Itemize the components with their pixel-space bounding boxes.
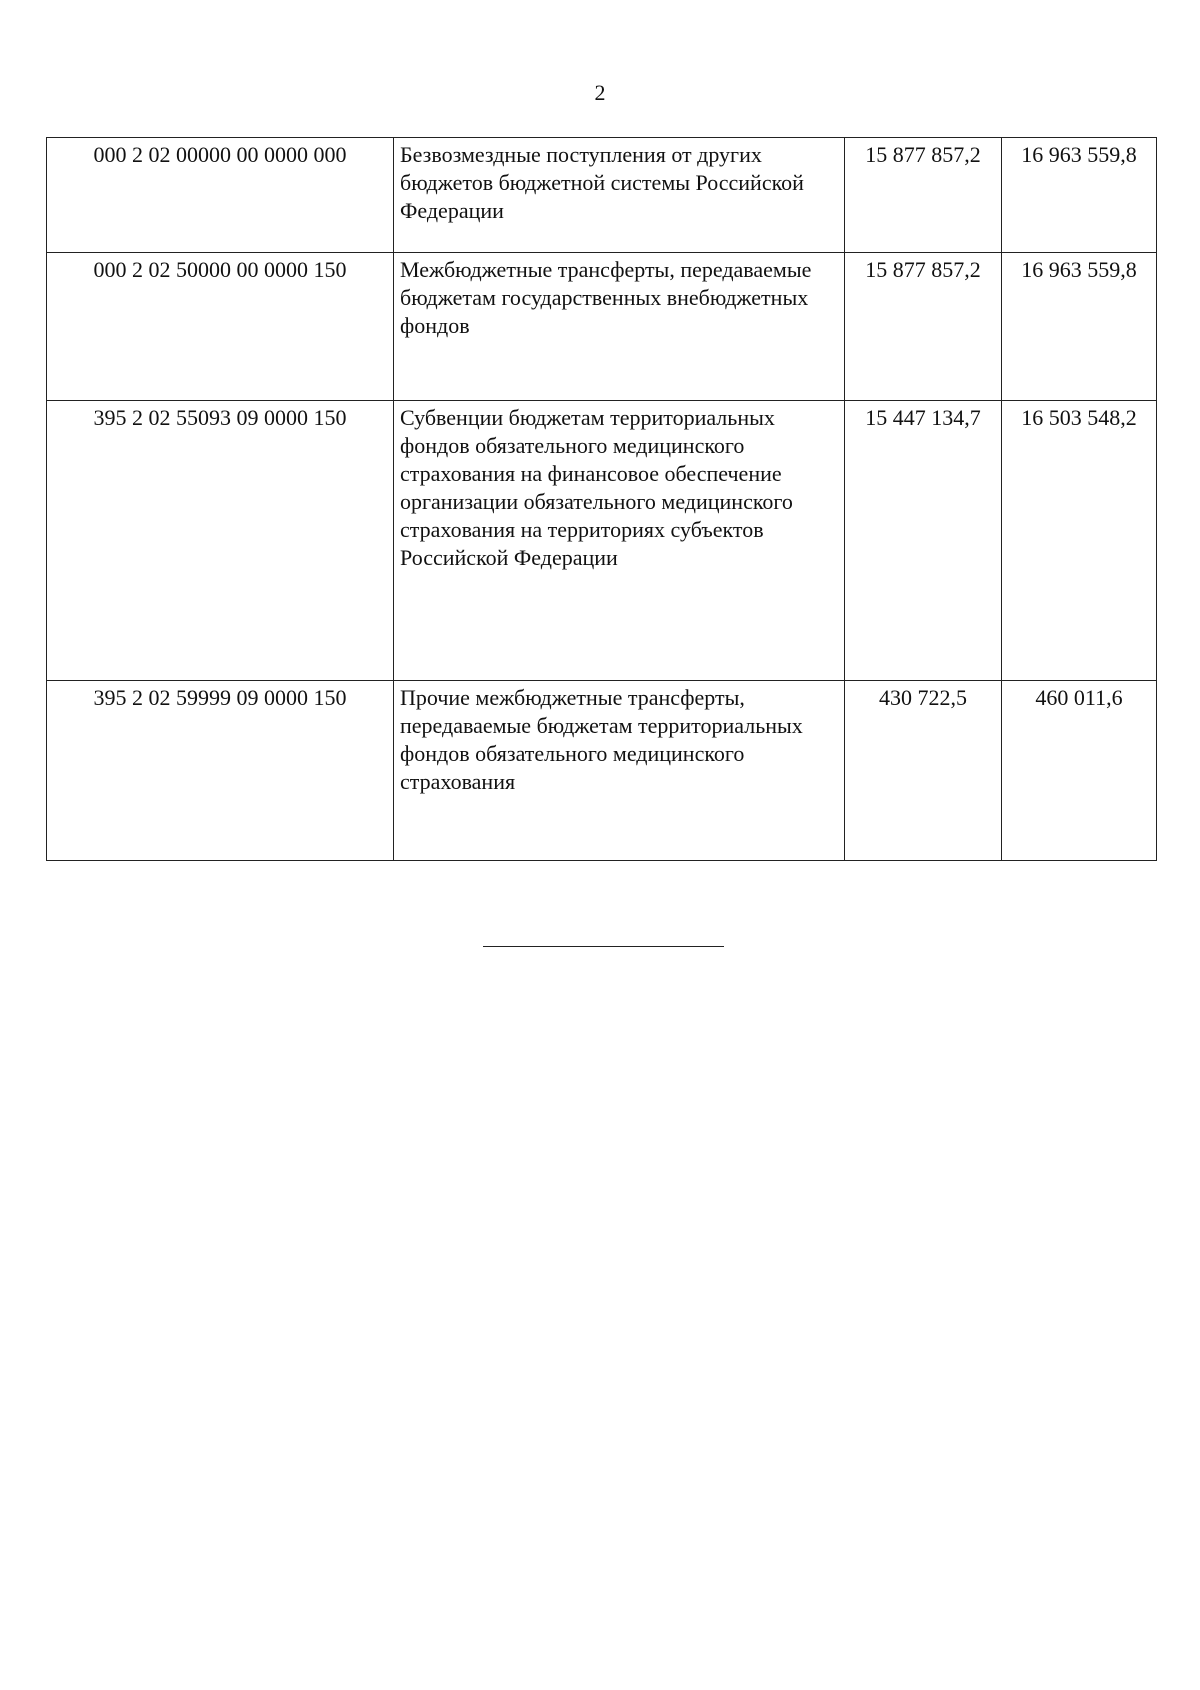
amount-first-year: 15 877 857,2 <box>845 253 1002 401</box>
amount-first-year: 15 447 134,7 <box>845 401 1002 681</box>
revenue-name: Межбюджетные трансферты, передаваемые бюджетам государственных внебюджетных фондов <box>394 253 845 401</box>
revenue-name: Субвенции бюджетам территориальных фондов обязательного медицинского страхования на финансовое обеспечение организации обязательного медицинского страхования на территориях субъектов Российской Федерации <box>394 401 845 681</box>
table-row <box>47 681 1157 861</box>
budget-classification-code: 000 2 02 50000 00 0000 150 <box>47 253 394 401</box>
budget-classification-code: 395 2 02 59999 09 0000 150 <box>47 681 394 861</box>
page-number: 2 <box>594 80 606 105</box>
end-of-document-rule <box>483 946 724 947</box>
revenue-name: Прочие межбюджетные трансферты, передаваемые бюджетам территориальных фондов обязательного медицинского страхования <box>394 681 845 861</box>
budget-table <box>46 137 1157 861</box>
amount-second-year: 460 011,6 <box>1002 681 1157 861</box>
table-row <box>47 138 1157 253</box>
amount-first-year: 15 877 857,2 <box>845 138 1002 253</box>
amount-second-year: 16 963 559,8 <box>1002 253 1157 401</box>
table-row <box>47 401 1157 681</box>
table-row <box>47 253 1157 401</box>
amount-first-year: 430 722,5 <box>845 681 1002 861</box>
amount-second-year: 16 963 559,8 <box>1002 138 1157 253</box>
budget-classification-code: 395 2 02 55093 09 0000 150 <box>47 401 394 681</box>
revenue-name: Безвозмездные поступления от других бюджетов бюджетной системы Российской Федерации <box>394 138 845 253</box>
budget-classification-code: 000 2 02 00000 00 0000 000 <box>47 138 394 253</box>
amount-second-year: 16 503 548,2 <box>1002 401 1157 681</box>
